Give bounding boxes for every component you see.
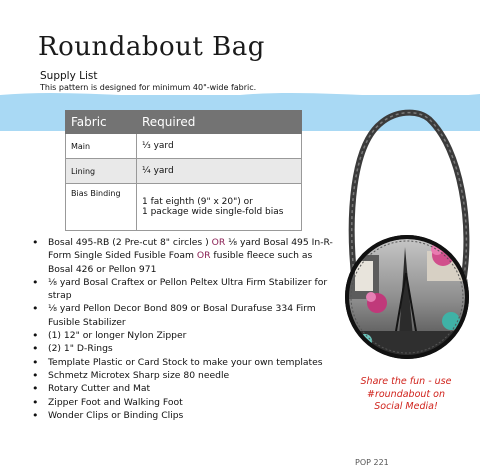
share-hashtag: #roundabout on [366,388,445,400]
cell-required-lining: ¼ yard [137,159,302,184]
cell-fabric-main: Main [66,134,137,159]
list-item: • (1) 12" or longer Nylon Zipper [30,329,340,342]
list-item: • Schmetz Microtex Sharp size 80 needle [30,369,340,382]
supply-foam-option-a: Bosal 495-RB (2 Pre-cut 8" circles ) [48,237,209,248]
cell-fabric-lining: Lining [66,159,137,184]
table-row-lining [66,159,302,184]
cell-fabric-bias: Bias Binding [66,184,137,231]
supply-foam-option-c: fusible fleece such as Bosal 426 or Pellon 971 [48,250,313,275]
share-callout [348,376,464,414]
list-item: • Zipper Foot and Walking Foot [30,396,340,409]
cell-required-bias [137,184,302,231]
column-header-fabric: Fabric [66,111,137,134]
cell-required-main: ⅓ yard [137,134,302,159]
list-item: • Template Plastic or Card Stock to make your own templates [30,356,340,369]
page-title: Roundabout Bag [38,32,265,62]
table-row-bias-binding [66,184,302,231]
supply-list [30,236,340,422]
bias-option-1: 1 fat eighth (9" x 20") or [142,197,253,207]
or-separator: OR [196,250,211,262]
list-item: • ⅛ yard Bosal Craftex or Pellon Peltex Ultra Firm Stabilizer for strap [30,276,340,303]
list-item: • ⅛ yard Pellon Decor Bond 809 or Bosal Durafuse 334 Firm Fusible Stabilizer [30,302,340,329]
column-header-required: Required [137,111,302,134]
list-item: • Wonder Clips or Binding Clips [30,409,340,422]
fabric-table [65,110,302,231]
list-item [30,236,340,276]
list-item: • Rotary Cutter and Mat [30,382,340,395]
page-subtitle: Supply List [40,70,98,82]
fabric-table-header [66,111,302,134]
supply-foam-option-b: ⅛ yard Bosal 495 In-R-Form Single Sided Fusible Foam [48,237,333,262]
fabric-width-note: This pattern is designed for minimum 40"-wide fabric. [40,83,257,92]
or-separator: OR [211,237,226,248]
list-item: • (2) 1" D-Rings [30,342,340,355]
share-line-1: Share the fun - use [360,376,452,387]
bias-option-2: 1 package wide single-fold bias [142,207,284,217]
pattern-code: POP 221 [355,458,389,467]
share-line-3: Social Media! [374,401,438,412]
table-row-main [66,134,302,159]
